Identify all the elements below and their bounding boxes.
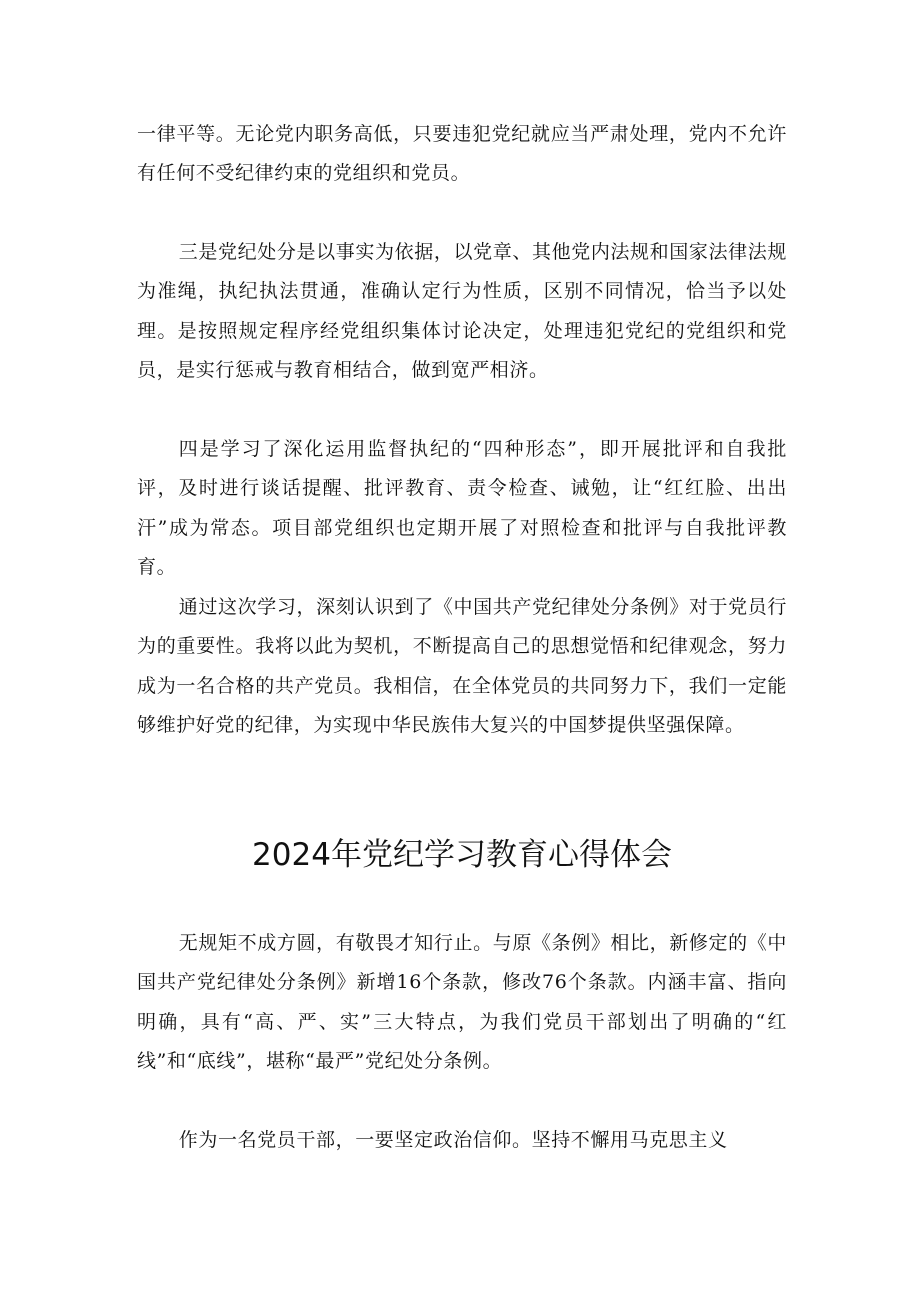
paragraph-point-one-start: 作为一名党员干部，一要坚定政治信仰。坚持不懈用马克思主义 (178, 1129, 728, 1151)
paragraph-continuation: 一律平等。无论党内职务高低，只要违犯党纪就应当严肃处理，党内不允许有任何不受纪律约束的党组织和党员。 (137, 123, 787, 185)
section-title: 2024年党纪学习教育心得体会 (252, 837, 672, 873)
paragraph-point-four: 四是学习了深化运用监督执纪的“四种形态”，即开展批评和自我批评，及时进行谈话提醒、批评教育、责令检查、诫勉，让“红红脸、出出汗”成为常态。项目部党组织也定期开展了对照检查和批评与自我批评教育。 (137, 438, 787, 579)
paragraph-intro: 无规矩不成方圆，有敬畏才知行止。与原《条例》相比，新修定的《中国共产党纪律处分条例》新增16个条款，修改76个条款。内涵丰富、指向明确，具有“高、严、实”三大特点，为我们党员干部划出了明确的“红线”和“底线”，堪称“最严”党纪处分条例。 (137, 932, 787, 1073)
paragraph-conclusion: 通过这次学习，深刻认识到了《中国共产党纪律处分条例》对于党员行为的重要性。我将以此为契机，不断提高自己的思想觉悟和纪律观念，努力成为一名合格的共产党员。我相信，在全体党员的共同努力下，我们一定能够维护好党的纪律，为实现中华民族伟大复兴的中国梦提供坚强保障。 (137, 596, 787, 737)
paragraph-point-three: 三是党纪处分是以事实为依据，以党章、其他党内法规和国家法律法规为准绳，执纪执法贯通，准确认定行为性质，区别不同情况，恰当予以处理。是按照规定程序经党组织集体讨论决定，处理违犯党纪的党组织和党员，是实行惩戒与教育相结合，做到宽严相济。 (137, 241, 787, 382)
